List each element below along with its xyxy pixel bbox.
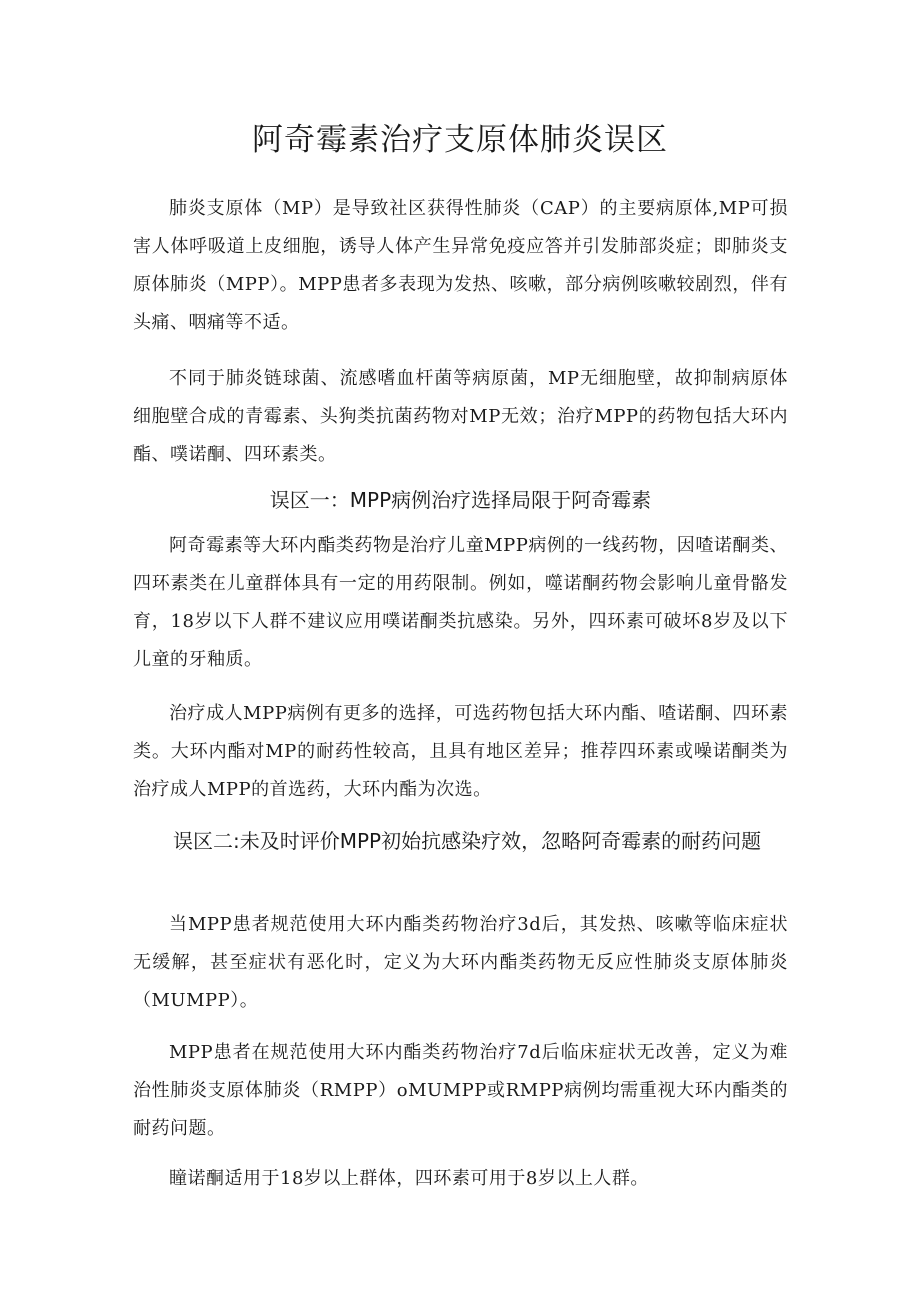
section-2-heading: 误区二:未及时评价MPP初始抗感染疗效，忽略阿奇霉素的耐药问题 bbox=[173, 829, 762, 853]
section-2-paragraph-1: 当MPP患者规范使用大环内酯类药物治疗3d后，其发热、咳嗽等临床症状无缓解，甚至症状有恶化时，定义为大环内酯类药物无反应性肺炎支原体肺炎（MUMPP）。 bbox=[133, 914, 788, 1011]
intro-paragraph-2: 不同于肺炎链球菌、流感嗜血杆菌等病原菌，MP无细胞壁，故抑制病原体细胞壁合成的青霉素、头狗类抗菌药物对MP无效；治疗MPP的药物包括大环内酯、噗诺酮、四环素类。 bbox=[133, 368, 788, 465]
section-1-heading: 误区一：MPP病例治疗选择局限于阿奇霉素 bbox=[269, 488, 652, 512]
section-2-paragraph-3: 瞳诺酮适用于18岁以上群体，四环素可用于8岁以上人群。 bbox=[169, 1168, 649, 1189]
intro-paragraph-1: 肺炎支原体（MP）是导致社区获得性肺炎（CAP）的主要病原体,MP可损害人体呼吸道上皮细胞，诱导人体产生异常免疫应答并引发肺部炎症；即肺炎支原体肺炎（MPP）。MPP患者多表现为发热、咳嗽，部分病例咳嗽较剧烈，伴有头痛、咽痛等不适。 bbox=[133, 198, 788, 333]
section-1-paragraph-2: 治疗成人MPP病例有更多的选择，可选药物包括大环内酯、喳诺酮、四环素类。大环内酯对MP的耐药性较高，且具有地区差异；推荐四环素或噪诺酮类为治疗成人MPP的首选药，大环内酯为次选。 bbox=[133, 703, 788, 800]
section-2-paragraph-2: MPP患者在规范使用大环内酯类药物治疗7d后临床症状无改善，定义为难治性肺炎支原体肺炎（RMPP）oMUMPP或RMPP病例均需重视大环内酯类的耐药问题。 bbox=[133, 1042, 788, 1139]
page-title: 阿奇霉素治疗支原体肺炎误区 bbox=[252, 122, 668, 158]
section-1-paragraph-1: 阿奇霉素等大环内酯类药物是治疗儿童MPP病例的一线药物，因喳诺酮类、四环素类在儿童群体具有一定的用药限制。例如，噬诺酮药物会影响儿童骨骼发育，18岁以下人群不建议应用噗诺酮类抗感染。另外，四环素可破坏8岁及以下儿童的牙釉质。 bbox=[133, 535, 788, 670]
